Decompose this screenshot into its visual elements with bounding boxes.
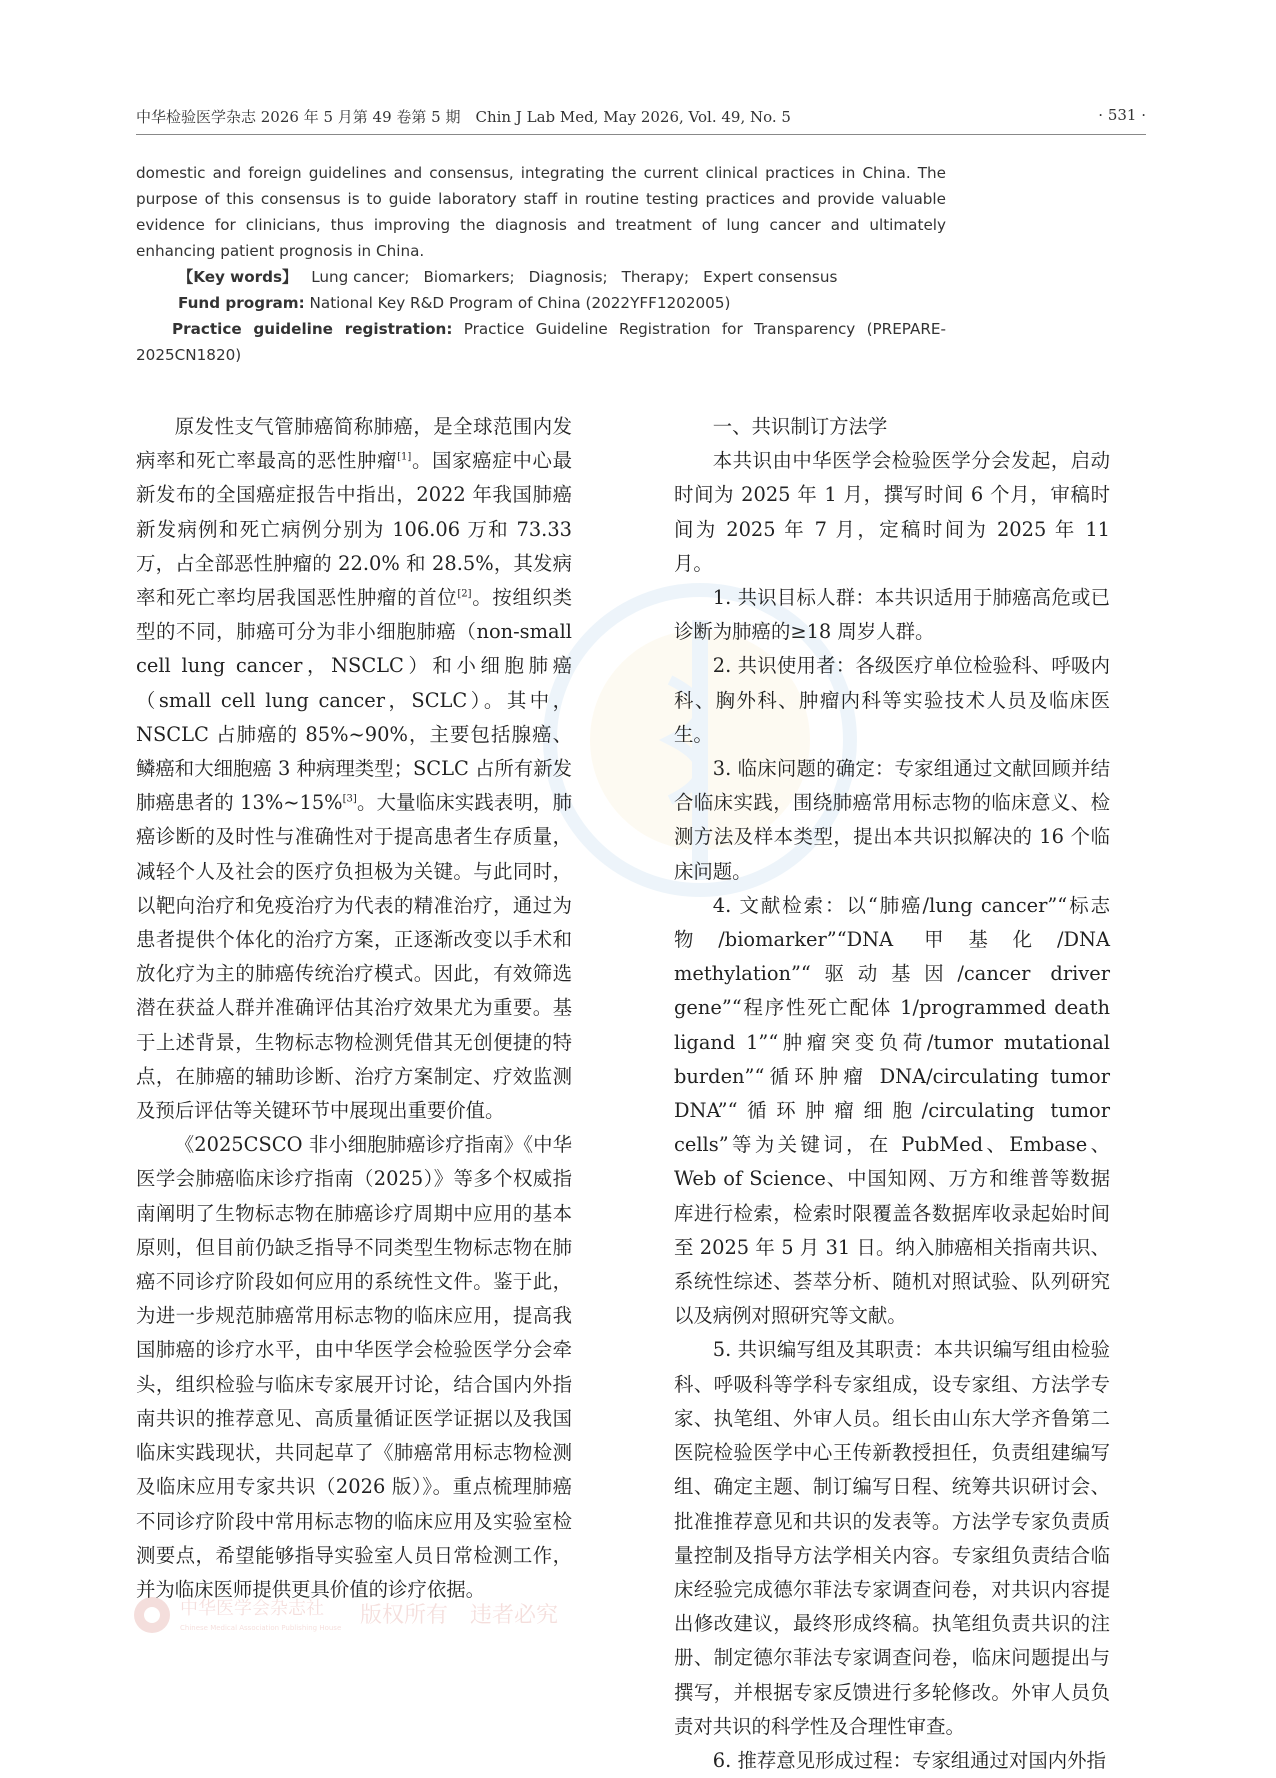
method-paragraph-recommendations: 6. 推荐意见形成过程：专家组通过对国内外指	[712, 1748, 1106, 1772]
citation-ref[interactable]: [2]	[457, 588, 472, 600]
intro-text: 。按组织类型的不同，肺癌可分为非小细胞肺癌（non-small cell lung cancer，NSCLC）和小细胞肺癌（small cell lung cancer，SCLC）。其中，NSCLC 占肺癌的 85%~90%，主要包括腺癌、鳞癌和大细胞癌 3 种病理类型；SCLC 占所有新发肺癌患者的 13%~15%	[136, 586, 573, 815]
citation-ref[interactable]: [3]	[342, 793, 357, 805]
registration-label: Practice guideline registration:	[172, 320, 453, 338]
english-abstract	[136, 160, 946, 368]
fund-text: National Key R&D Program of China (2022YFF1202005)	[309, 294, 731, 312]
publisher-cn: 中华医学会杂志社	[180, 1598, 324, 1619]
method-paragraph-timeline: 本共识由中华医学会检验医学分会发起，启动时间为 2025 年 1 月，撰写时间 6 个月，审稿时间为 2025 年 7 月，定稿时间为 2025 年 11 月。	[674, 449, 1110, 575]
intro-text: 。国家癌症中心最新发布的全国癌症报告中指出，2022 年我国肺癌新发病例和死亡病例分别为 106.06 万和 73.33 万，占全部恶性肿瘤的 22.0% 和 28.5%，其发病率和死亡率均居我国恶性肿瘤的首位	[136, 449, 573, 610]
copyright-notice: 版权所有 违者必究	[360, 1603, 559, 1628]
method-paragraph-clinical-questions: 3. 临床问题的确定：专家组通过文献回顾并结合临床实践，围绕肺癌常用标志物的临床意义、检测方法及样本类型，提出本共识拟解决的 16 个临床问题。	[674, 757, 1110, 883]
fund-label: Fund program:	[178, 294, 305, 312]
publisher-en: Chinese Medical Association Publishing House	[180, 1624, 342, 1632]
right-column	[674, 410, 1110, 1778]
page-number: · 531 ·	[1098, 106, 1146, 124]
flower-logo-icon	[134, 1597, 170, 1633]
citation-ref[interactable]: [1]	[397, 451, 412, 463]
method-paragraph-users: 2. 共识使用者：各级医疗单位检验科、呼吸内科、胸外科、肿瘤内科等实验技术人员及临床医生。	[674, 654, 1110, 746]
section-heading: 一、共识制订方法学	[712, 415, 888, 438]
keyword: Expert consensus	[703, 268, 838, 286]
left-column	[136, 410, 572, 1607]
method-paragraph-literature-search: 4. 文献检索：以“肺癌/lung cancer”“标志物/biomarker”“DNA 甲基化/DNA methylation”“驱动基因/cancer driver gene”“程序性死亡配体 1/programmed death ligand 1”“肿瘤突变负荷/tumor mutational burden”“循环肿瘤 DNA/circulating tumor DNA”“循环肿瘤细胞/circulating tumor cells”等为关键词，在 PubMed、Embase、Web of Science、中国知网、万方和维普等数据库进行检索，检索时限覆盖各数据库收录起始时间至 2025 年 5 月 31 日。纳入肺癌相关指南共识、系统性综述、荟萃分析、随机对照试验、队列研究以及病例对照研究等文献。	[674, 893, 1110, 1328]
running-header	[136, 104, 1146, 130]
journal-citation: 中华检验医学杂志 2026 年 5 月第 49 卷第 5 期 Chin J Lab Med, May 2026, Vol. 49, No. 5	[136, 108, 791, 126]
keywords-label: 【Key words】	[178, 268, 298, 286]
guideline-registration	[136, 316, 946, 368]
intro-text: 。大量临床实践表明，肺癌诊断的及时性与准确性对于提高患者生存质量，减轻个人及社会的医疗负担极为关键。与此同时，以靶向治疗和免疫治疗为代表的精准治疗，通过为患者提供个体化的治疗方案，正逐渐改变以手术和放化疗为主的肺癌传统治疗模式。因此，有效筛选潜在获益人群并准确评估其治疗效果尤为重要。基于上述背景，生物标志物检测凭借其无创便捷的特点，在肺癌的辅助诊断、治疗方案制定、疗效监测及预后评估等关键环节中展现出重要价值。	[136, 791, 572, 1123]
keywords-line	[178, 264, 946, 290]
keyword: Therapy;	[621, 268, 690, 286]
keyword: Biomarkers;	[423, 268, 515, 286]
intro-paragraph-2: 《2025CSCO 非小细胞肺癌诊疗指南》《中华医学会肺癌临床诊疗指南（2025）》等多个权威指南阐明了生物标志物在肺癌诊疗周期中应用的基本原则，但目前仍缺乏指导不同类型生物标志物在肺癌不同诊疗阶段如何应用的系统性文件。鉴于此，为进一步规范肺癌常用标志物的临床应用，提高我国肺癌的诊疗水平，由中华医学会检验医学分会牵头，组织检验与临床专家展开讨论，结合国内外指南共识的推荐意见、高质量循证医学证据以及我国临床实践现状，共同起草了《肺癌常用标志物检测及临床应用专家共识（2026 版）》。重点梳理肺癌不同诊疗阶段中常用标志物的临床应用及实验室检测要点，希望能够指导实验室人员日常检测工作，并为临床医师提供更具价值的诊疗依据。	[136, 1133, 572, 1601]
publisher-watermark	[130, 1590, 610, 1640]
method-paragraph-target-population: 1. 共识目标人群：本共识适用于肺癌高危或已诊断为肺癌的≥18 周岁人群。	[674, 586, 1110, 644]
keyword: Lung cancer;	[311, 268, 410, 286]
fund-program	[178, 290, 946, 316]
intro-paragraph-1	[136, 410, 572, 1128]
method-paragraph-writing-group: 5. 共识编写组及其职责：本共识编写组由检验科、呼吸科等学科专家组成，设专家组、方法学专家、执笔组、外审人员。组长由山东大学齐鲁第二医院检验医学中心王传新教授担任，负责组建编写组、确定主题、制订编写日程、统筹共识研讨会、批准推荐意见和共识的发表等。方法学专家负责质量控制及指导方法学相关内容。专家组负责结合临床经验完成德尔菲法专家调查问卷，对共识内容提出修改建议，最终形成终稿。执笔组负责共识的注册、制定德尔菲法专家调查问卷，临床问题提出与撰写，并根据专家反馈进行多轮修改。外审人员负责对共识的科学性及合理性审查。	[674, 1338, 1110, 1738]
keyword: Diagnosis;	[528, 268, 608, 286]
intro-text: 原发性支气管肺癌简称肺癌，是全球范围内发病率和死亡率最高的恶性肿瘤	[136, 415, 572, 473]
registration-text: Practice Guideline Registration for Transparency (PREPARE-2025CN1820)	[136, 320, 947, 364]
header-rule	[136, 134, 1146, 135]
abstract-continuation: domestic and foreign guidelines and consensus, integrating the current clinical practices in China. The purpose of this consensus is to guide laboratory staff in routine testing practices and provide valuable evidence for clinicians, thus improving the diagnosis and treatment of lung cancer and ultimately enhancing patient prognosis in China.	[136, 164, 946, 260]
